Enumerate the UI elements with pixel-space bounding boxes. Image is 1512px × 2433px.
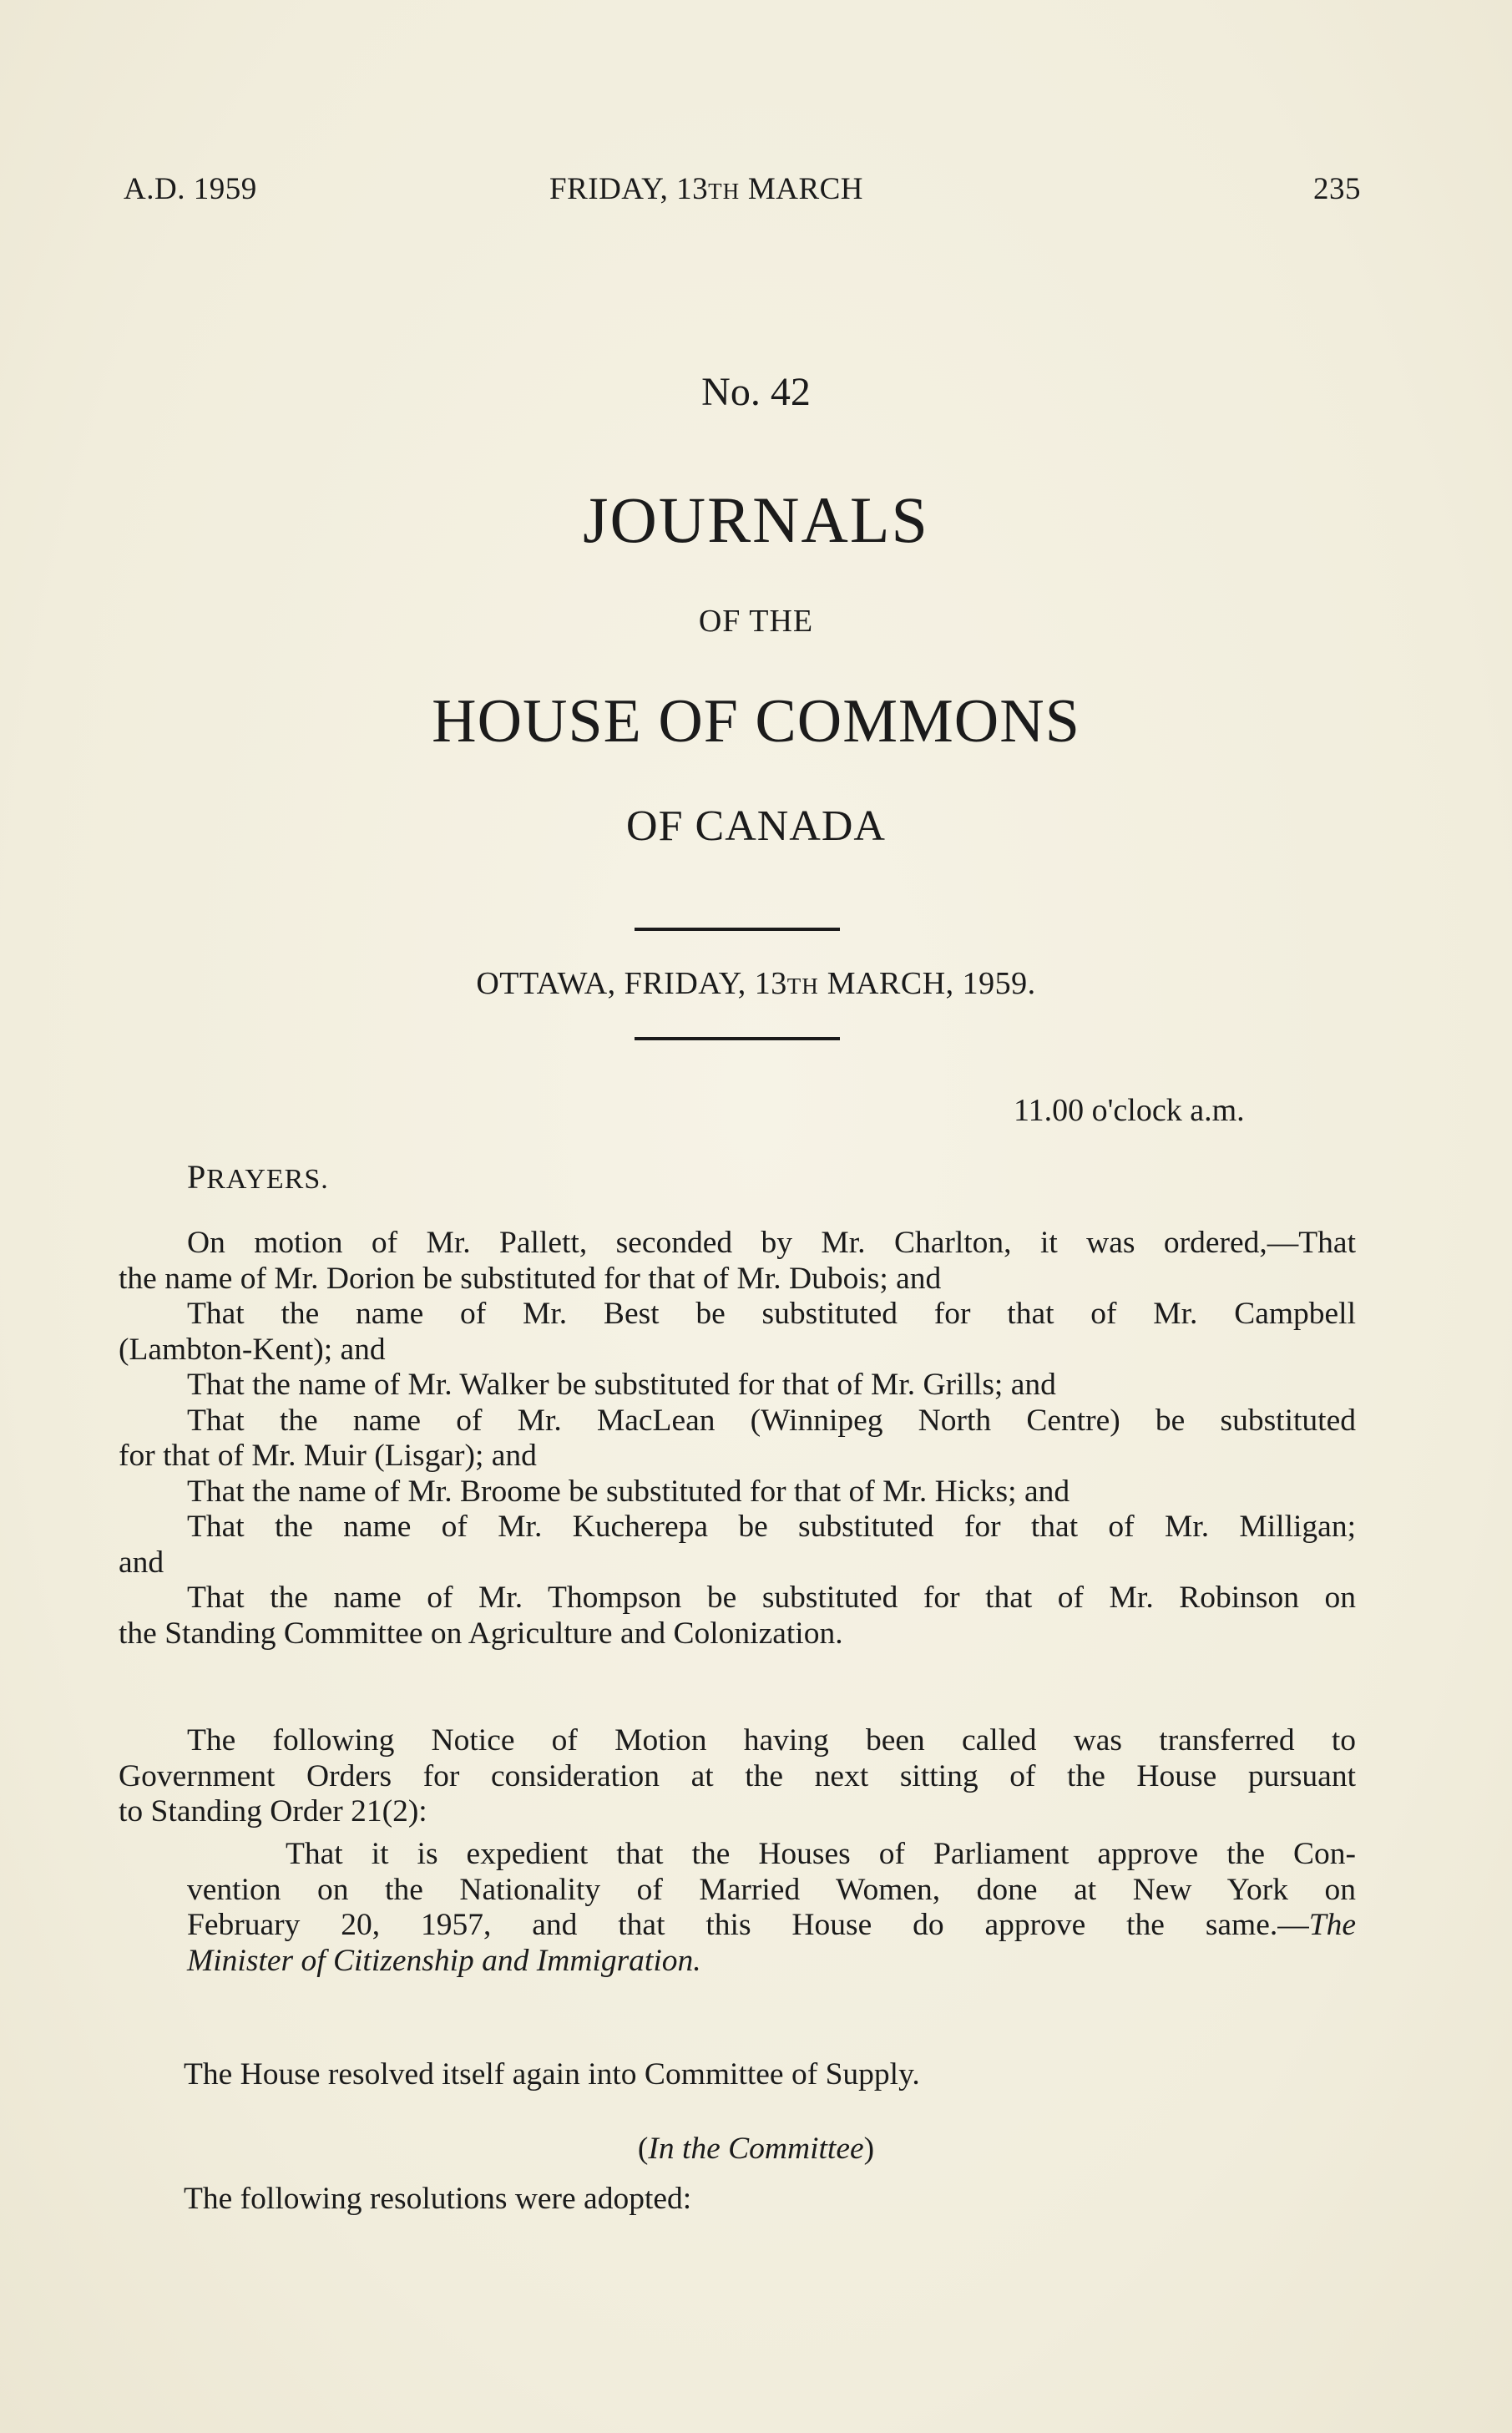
motion-line: On motion of Mr. Pallett, seconded by Mr. Charlton, it was ordered,—That — [187, 1226, 1356, 1260]
motion-line: That the name of Mr. Kucherepa be substituted for that of Mr. Milligan; — [187, 1510, 1356, 1544]
dateline — [0, 965, 1512, 1002]
quote-signature: Minister of Citizenship and Immigration. — [187, 1943, 701, 1978]
running-head-date — [549, 171, 863, 207]
notice-line: to Standing Order 21(2): — [119, 1794, 427, 1829]
motion-line: That the name of Mr. MacLean (Winnipeg North Centre) be substituted — [187, 1403, 1356, 1438]
title-of-the: OF THE — [698, 604, 814, 639]
motion-line: and — [119, 1545, 164, 1580]
dateline-post: MARCH, 1959. — [818, 966, 1036, 1001]
sitting-time: 11.00 o'clock a.m. — [1014, 1093, 1245, 1128]
running-head-date-suffix: TH — [708, 179, 741, 204]
dateline-suffix: TH — [786, 974, 819, 999]
motion-line: (Lambton-Kent); and — [119, 1332, 386, 1367]
motion-line: for that of Mr. Muir (Lisgar); and — [119, 1439, 537, 1473]
resolutions-adopted: The following resolutions were adopted: — [184, 2182, 692, 2216]
prayers-rest: RAYERS. — [206, 1164, 329, 1195]
quote-line-text: February 20, 1957, and that this House do approve the same.— — [187, 1908, 1309, 1942]
prayers-heading — [187, 1157, 329, 1196]
house-title: HOUSE OF COMMONS — [432, 687, 1080, 756]
issue-number: No. 42 — [701, 370, 811, 414]
dateline-pre: OTTAWA, FRIDAY, 13 — [476, 966, 787, 1001]
running-head — [124, 171, 1361, 213]
page-number: 235 — [1313, 172, 1361, 206]
in-committee-heading — [0, 2131, 1512, 2167]
quote-line: vention on the Nationality of Married Women, done at New York on — [187, 1872, 1356, 1907]
motion-line: That the name of Mr. Best be substituted for that of Mr. Campbell — [187, 1297, 1356, 1331]
motion-quote — [187, 1837, 1356, 1979]
in-committee-open: ( — [637, 2132, 649, 2166]
motion-paragraph — [119, 1226, 1356, 1652]
motion-line: That the name of Mr. Thompson be substituted for that of Mr. Robinson on — [187, 1581, 1356, 1615]
divider-rule-bottom — [635, 1037, 840, 1040]
divider-rule-top — [635, 928, 840, 931]
quote-italic-tail: The — [1308, 1908, 1356, 1942]
country-title: OF CANADA — [626, 802, 886, 850]
motion-line: That the name of Mr. Walker be substituted for that of Mr. Grills; and — [187, 1368, 1056, 1402]
journal-title: JOURNALS — [583, 483, 929, 556]
motion-line: the Standing Committee on Agriculture and Colonization. — [119, 1616, 843, 1651]
notice-line: The following Notice of Motion having been called was transferred to — [187, 1723, 1356, 1758]
quote-line-last — [187, 1908, 1356, 1944]
motion-line: the name of Mr. Dorion be substituted for that of Mr. Dubois; and — [119, 1261, 942, 1296]
prayers-cap: P — [187, 1158, 207, 1196]
resolved-statement: The House resolved itself again into Committee of Supply. — [184, 2057, 920, 2092]
running-head-date-post: MARCH — [740, 172, 864, 206]
in-committee-close: ) — [863, 2132, 875, 2166]
notice-paragraph — [119, 1723, 1356, 1830]
notice-line: Government Orders for consideration at the next sitting of the House pursuant — [119, 1758, 1356, 1793]
in-committee-text: In the Committee — [648, 2132, 864, 2166]
running-head-year: A.D. 1959 — [124, 172, 257, 206]
quote-line: That it is expedient that the Houses of Parliament approve the Con- — [286, 1837, 1356, 1871]
running-head-date-pre: FRIDAY, 13 — [549, 172, 709, 206]
motion-line: That the name of Mr. Broome be substituted for that of Mr. Hicks; and — [187, 1474, 1070, 1509]
